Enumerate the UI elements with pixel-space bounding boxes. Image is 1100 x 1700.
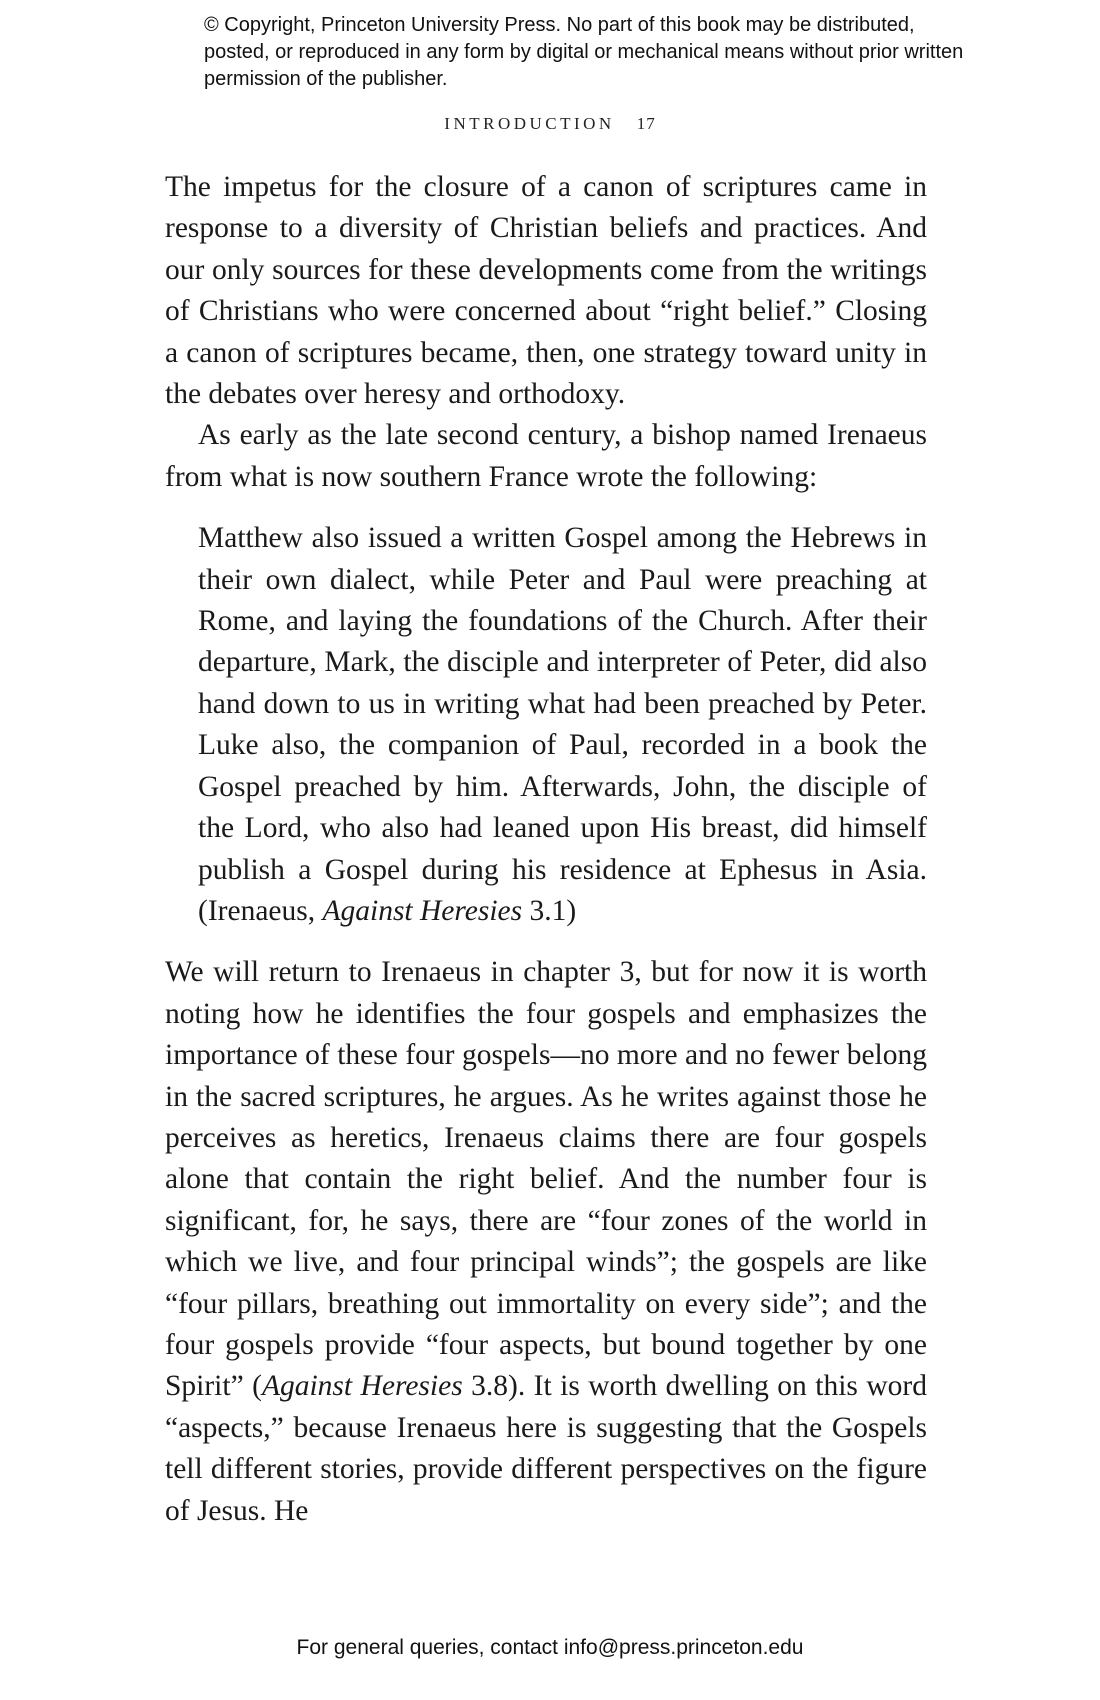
paragraph-1: The impetus for the closure of a canon of scriptures came in response to a diversity of Christian beliefs and practices. And our only sources for these developments come from the writings of Christians who were concerned about “right belief.” Closing a canon of scriptures became, then, one strategy toward unity in the debates over heresy and orthodoxy.: [165, 171, 927, 411]
citation-open: (Irenaeus,: [198, 894, 323, 927]
block-quote-text: Matthew also issued a written Gospel among the Hebrews in their own dialect, while Peter and Paul were preaching at Rome, and laying the foundations of the Church. After their departure, Mark, the disciple and interpreter of Peter, did also hand down to us in writing what had been preached by Peter. Luke also, the companion of Paul, recorded in a book the Gospel preached by him. Afterwards, John, the disciple of the Lord, who also had leaned upon His breast, did himself publish a Gospel during his residence at Ephesus in Asia.: [198, 522, 927, 886]
paragraph-2: As early as the late second century, a bishop named Irenaeus from what is now southern France wrote the following:: [165, 419, 927, 493]
block-quote: [198, 518, 927, 932]
page-number: 17: [636, 114, 656, 133]
paragraph-3-part-1: We will return to Irenaeus in chapter 3, but for now it is worth noting how he identifies the four gospels and emphasizes the importance of these four gospels—no more and no fewer belong in the sacred scriptures, he argues. As he writes against those he perceives as heretics, Irenaeus claims there are four gospels alone that contain the right belief. And the number four is significant, for, he says, there are “four zones of the world in which we live, and four principal winds”; the gospels are like “four pillars, breathing out immortality on every side”; and the four gospels provide “four aspects, but bound together by one Spirit” (: [165, 956, 927, 1403]
copyright-notice: © Copyright, Princeton University Press. No part of this book may be distributed, posted, or reproduced in any form by digital or mechanical means without prior written permission of the publisher.: [204, 14, 964, 90]
citation-title: Against Heresies: [322, 894, 523, 927]
running-head-title: INTRODUCTION: [444, 114, 615, 133]
running-head: [0, 114, 1100, 134]
body-text: [165, 167, 927, 1532]
paragraph-3-part-2: 3.8). It is worth dwelling on this word “aspects,” because Irenaeus here is suggesting that the Gospels tell different stories, provide different perspectives on the figure of Jesus. He: [165, 1370, 927, 1527]
citation-close: 3.1): [522, 894, 577, 927]
paragraph-3-italic-title: Against Heresies: [261, 1370, 463, 1403]
paragraph-3: [165, 952, 927, 1532]
footer-contact: For general queries, contact info@press.princeton.edu: [296, 1636, 804, 1659]
